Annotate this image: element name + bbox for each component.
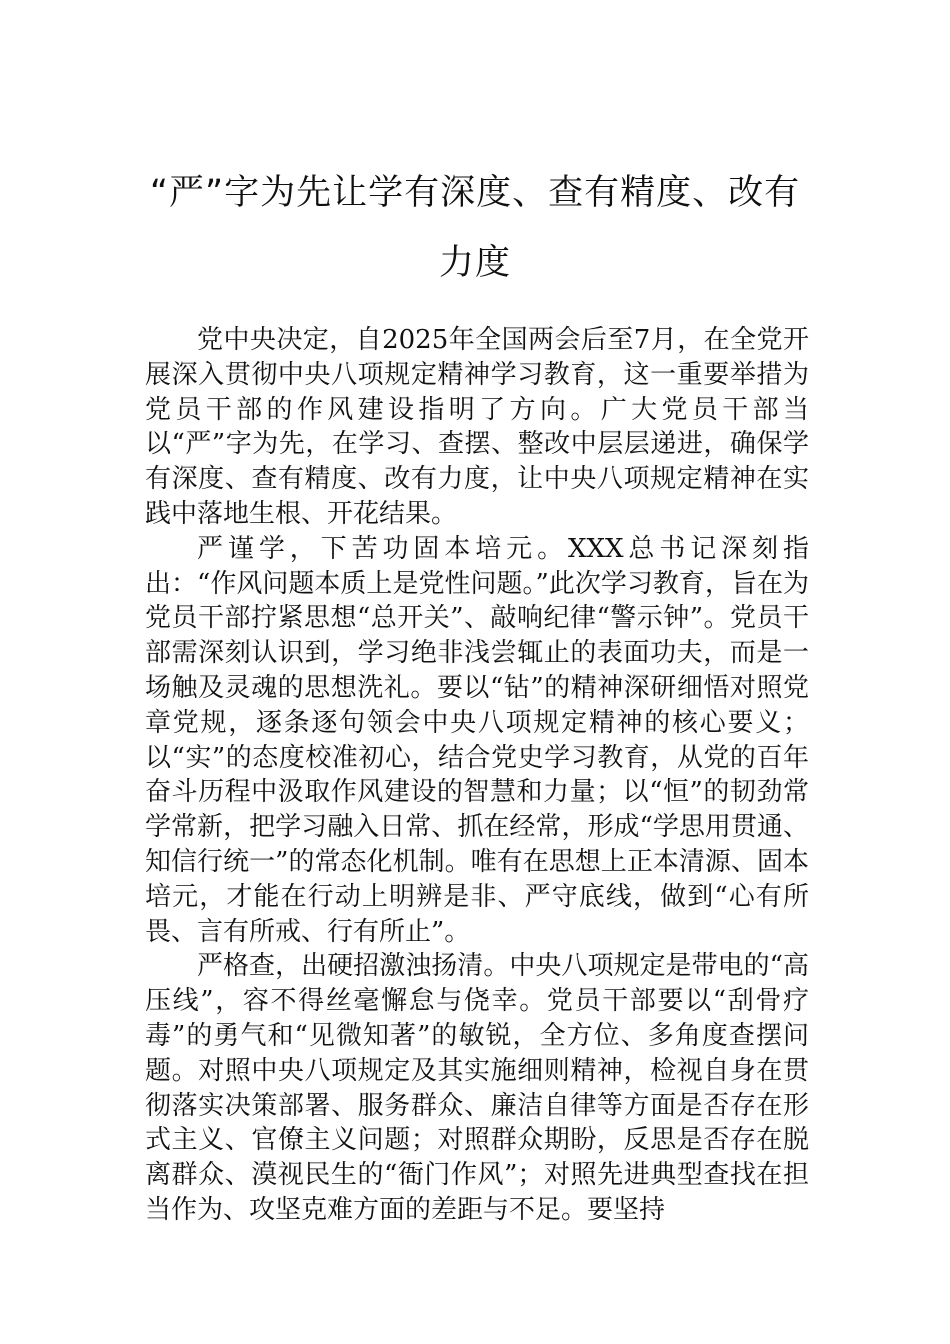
paragraph-study: 严谨学，下苦功固本培元。XXX总书记深刻指出：“作风问题本质上是党性问题。”此次学习教育，旨在为党员干部拧紧思想“总开关”、敲响纪律“警示钟”。党员干部需深刻认识到，学习绝非浅尝辄止的表面功夫，而是一场触及灵魂的思想洗礼。要以“钻”的精神深研细悟对照党章党规，逐条逐句领会中央八项规定精神的核心要义；以“实”的态度校准初心，结合党史学习教育，从党的百年奋斗历程中汲取作风建设的智慧和力量；以“恒”的韧劲常学常新，把学习融入日常、抓在经常，形成“学思用贯通、知信行统一”的常态化机制。唯有在思想上正本清源、固本培元，才能在行动上明辨是非、严守底线，做到“心有所畏、言有所戒、行有所止”。 [145, 533, 809, 947]
document-title [130, 158, 820, 298]
title-line-1: “严”字为先让学有深度、查有精度、改有 [149, 173, 801, 213]
title-line-2: 力度 [438, 243, 511, 283]
paragraph-intro: 党中央决定，自2025年全国两会后至7月，在全党开展深入贯彻中央八项规定精神学习教育，这一重要举措为党员干部的作风建设指明了方向。广大党员干部当以“严”字为先，在学习、查摆、整改中层层递进，确保学有深度、查有精度、改有力度，让中央八项规定精神在实践中落地生根、开花结果。 [145, 325, 809, 529]
paragraph-inspect: 严格查，出硬招激浊扬清。中央八项规定是带电的“高压线”，容不得丝毫懈怠与侥幸。党员干部要以“刮骨疗毒”的勇气和“见微知著”的敏锐，全方位、多角度查摆问题。对照中央八项规定及其实施细则精神，检视自身在贯彻落实决策部署、服务群众、廉洁自律等方面是否存在形式主义、官僚主义问题；对照群众期盼，反思是否存在脱离群众、漠视民生的“衙门作风”；对照先进典型查找在担当作为、攻坚克难方面的差距与不足。要坚持 [145, 951, 809, 1225]
document-body [145, 323, 809, 1228]
